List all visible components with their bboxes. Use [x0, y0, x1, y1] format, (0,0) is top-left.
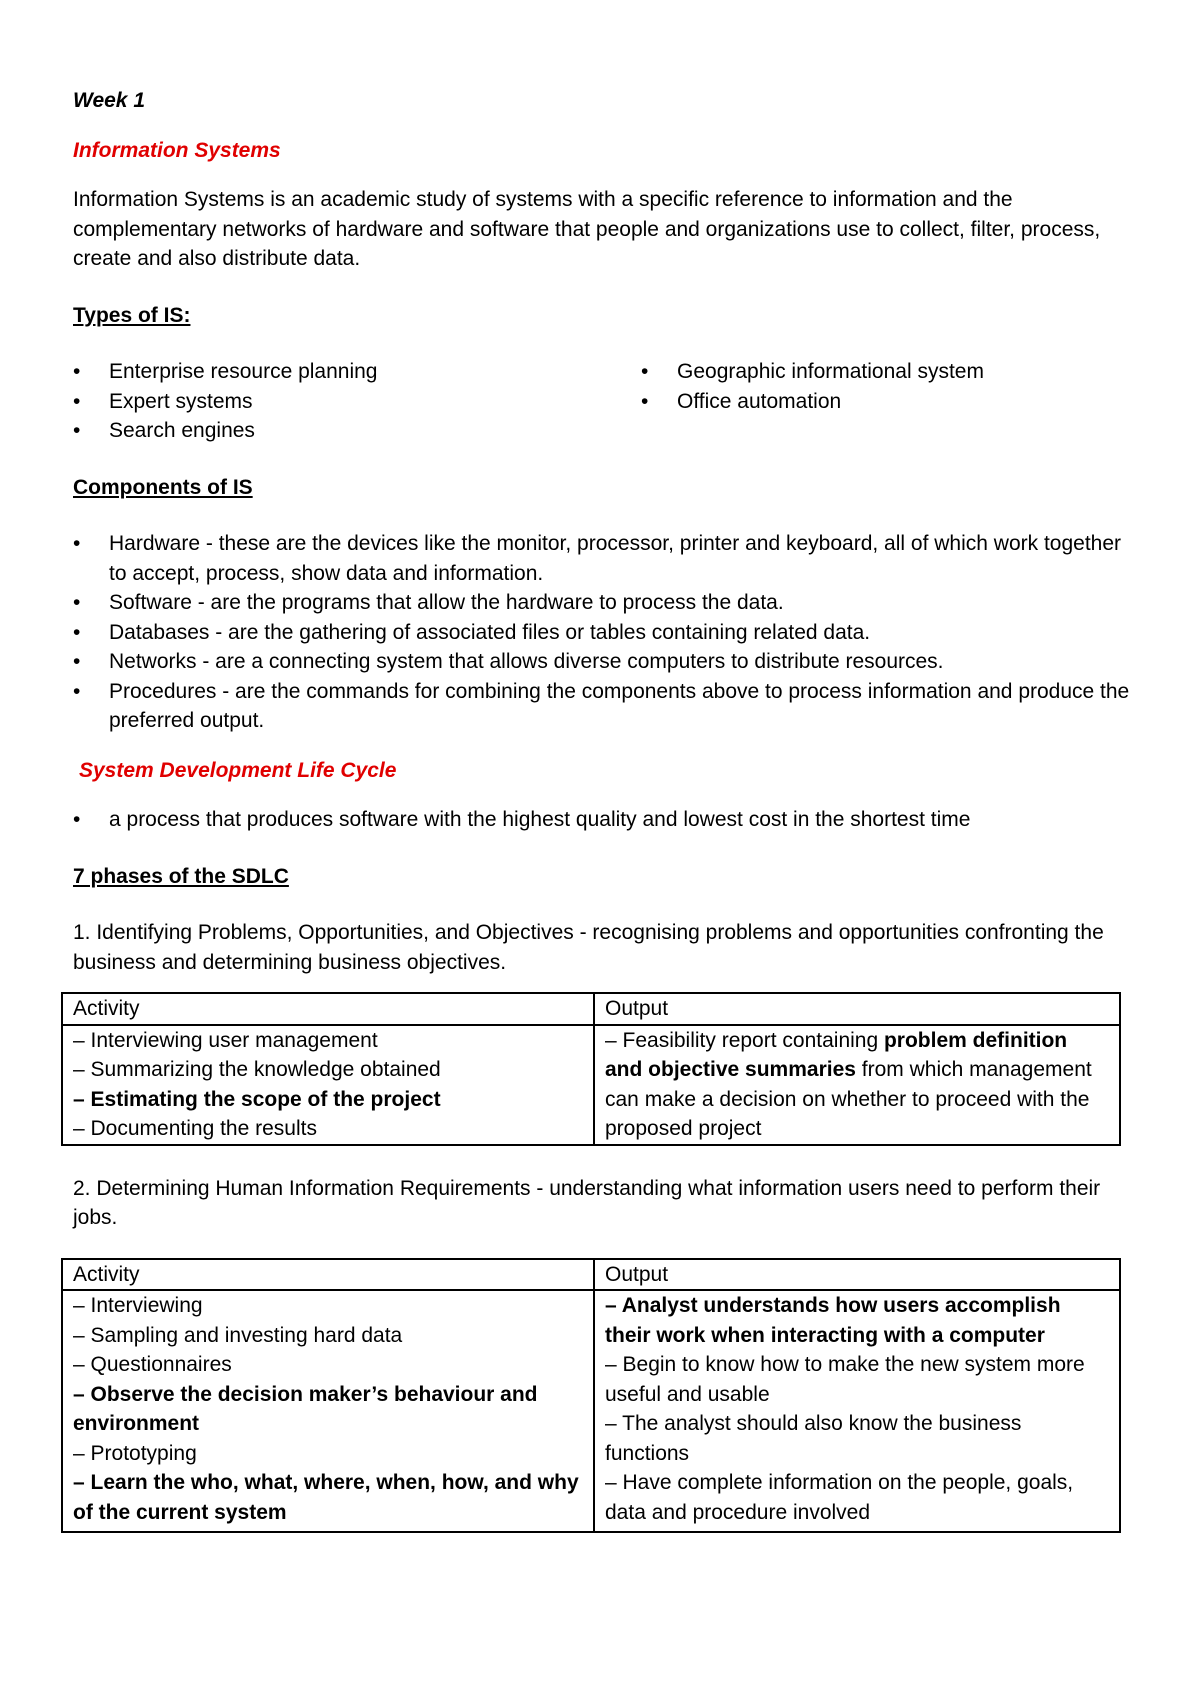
phase1-text: 1. Identifying Problems, Opportunities, and Objectives - recognising problems and opportunities confronting the business and determining business objectives. [73, 921, 1104, 974]
output-text: from which management can make a decision on whether to proceed with the proposed project [605, 1058, 1092, 1140]
week-label: Week 1 [73, 89, 145, 112]
output-item: – Analyst understands how users accomplish their work when interacting with a computer [605, 1294, 1061, 1347]
phase2-activities [62, 1290, 594, 1532]
table-header-output: Output [594, 993, 1120, 1025]
types-list [73, 357, 1133, 446]
is-paragraph: Information Systems is an academic study of systems with a specific reference to information and the complementary networks of hardware and software that people and organizations use to collect, filter, process, create and also distribute data. [73, 188, 1101, 270]
types-heading: Types of IS: [73, 303, 191, 327]
phase2-outputs [594, 1290, 1120, 1532]
table-header-activity: Activity [62, 1259, 594, 1291]
is-heading: Information Systems [73, 138, 281, 162]
list-item: • Expert systems [73, 387, 641, 417]
activity-item: – Observe the decision maker’s behaviour and environment [73, 1382, 538, 1435]
list-item: • Hardware - these are the devices like the monitor, processor, printer and keyboard, all of which work together to accept, process, show data and information. [73, 529, 1133, 588]
phase1-activities [62, 1025, 594, 1145]
table-row [62, 1259, 1120, 1291]
activity-item: – Estimating the scope of the project [73, 1087, 441, 1111]
list-item: • Enterprise resource planning [73, 357, 641, 387]
phase1-output [594, 1025, 1120, 1145]
table-header-output: Output [594, 1259, 1120, 1291]
table-row [62, 993, 1120, 1025]
document-page [73, 86, 1133, 1533]
activity-item: – Questionnaires [73, 1353, 232, 1376]
list-item: • Software - are the programs that allow the hardware to process the data. [73, 588, 1133, 618]
types-list-left [73, 357, 641, 446]
components-list [73, 529, 1133, 736]
list-item: • Procedures - are the commands for combining the components above to process information and produce the preferred output. [73, 677, 1133, 736]
list-item: • Databases - are the gathering of associated files or tables containing related data. [73, 618, 1133, 648]
list-item: • Networks - are a connecting system that allows diverse computers to distribute resources. [73, 647, 1133, 677]
activity-item: – Summarizing the knowledge obtained [73, 1058, 441, 1081]
types-list-right [641, 357, 1133, 446]
phase2-table [61, 1258, 1121, 1534]
output-item: – Begin to know how to make the new system more useful and usable [605, 1353, 1085, 1406]
output-item: – The analyst should also know the business functions [605, 1412, 1022, 1465]
activity-item: – Sampling and investing hard data [73, 1323, 403, 1347]
activity-item: – Interviewing [73, 1294, 203, 1317]
list-item: • Office automation [641, 387, 1133, 417]
activity-item: – Documenting the results [73, 1117, 317, 1140]
table-row [62, 1290, 1120, 1532]
activity-item: – Prototyping [73, 1441, 197, 1465]
activity-item: – Interviewing user management [73, 1028, 378, 1052]
list-item: • a process that produces software with the highest quality and lowest cost in the shortest time [73, 805, 1133, 835]
sdlc-list [73, 805, 1133, 835]
phases-heading: 7 phases of the SDLC [73, 864, 289, 888]
sdlc-heading: System Development Life Cycle [79, 758, 397, 782]
list-item: • Geographic informational system [641, 357, 1133, 387]
list-item: • Search engines [73, 416, 641, 446]
activity-item: – Learn the who, what, where, when, how, and why of the current system [73, 1471, 579, 1524]
phase1-table [61, 992, 1121, 1146]
output-text-bold: problem definition and objective summaries [605, 1028, 1068, 1081]
output-item: – Have complete information on the people, goals, data and procedure involved [605, 1471, 1074, 1524]
phase2-text: 2. Determining Human Information Requirements - understanding what information users need to perform their jobs. [73, 1176, 1101, 1229]
output-text: – Feasibility report containing [605, 1028, 884, 1052]
components-heading: Components of IS [73, 475, 253, 499]
table-header-activity: Activity [62, 993, 594, 1025]
table-row [62, 1025, 1120, 1145]
